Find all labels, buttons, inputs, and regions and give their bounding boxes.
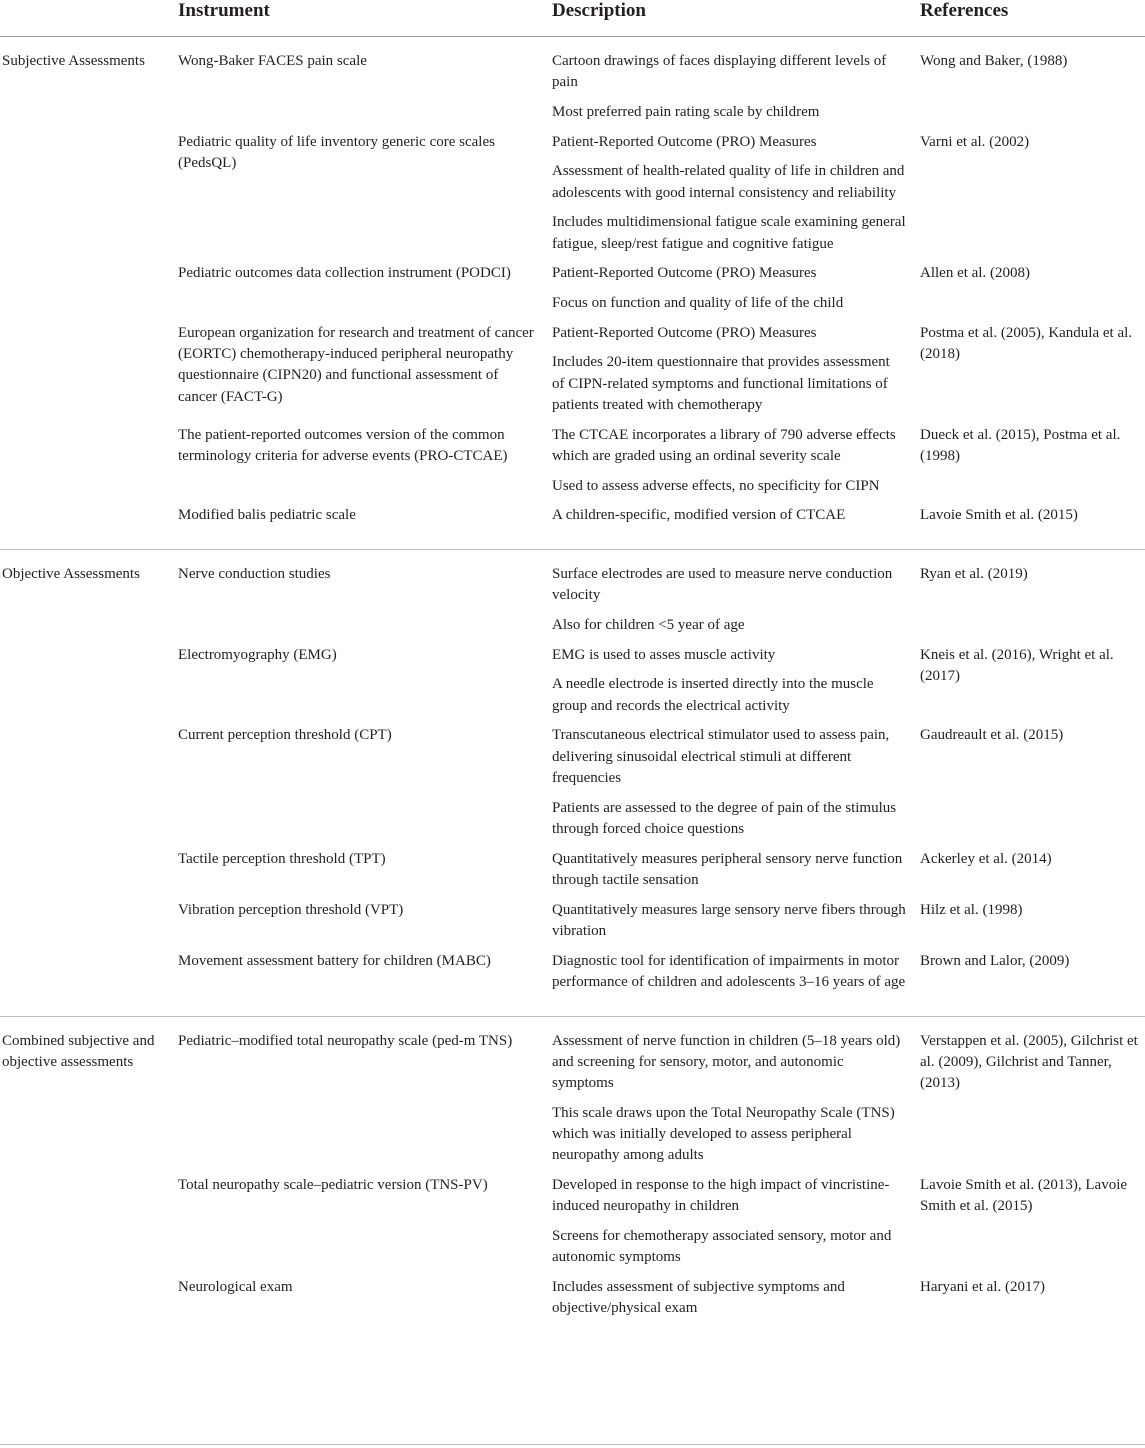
instrument-cell: Total neuropathy scale–pediatric version (TNS-PV) [178, 1177, 488, 1194]
references-cell: Lavoie Smith et al. (2013), Lavoie Smith et al. (2015) [920, 1177, 1128, 1215]
group-gap [0, 37, 1145, 52]
instrument-cell: Vibration perception threshold (VPT) [178, 901, 404, 918]
category-cell [0, 951, 178, 1002]
table-row [0, 1031, 1145, 1176]
instrument-cell: The patient-reported outcomes version of the common terminology criteria for adverse events (PRO-CTCAE) [178, 426, 508, 464]
references-cell: Haryani et al. (2017) [920, 1279, 1045, 1296]
description-line: Cartoon drawings of faces displaying different levels of pain [552, 53, 887, 91]
description-line: A children-specific, modified version of CTCAE [552, 507, 846, 524]
references-cell: Postma et al. (2005), Kandula et al. (2018) [920, 324, 1133, 362]
category-cell [0, 323, 178, 425]
category-cell [0, 849, 178, 900]
description-line: Assessment of health-related quality of life in children and adolescents with good internal consistency and reliability [552, 163, 905, 201]
description-cell [552, 900, 920, 951]
description-line: Includes assessment of subjective symptoms and objective/physical exam [552, 1279, 845, 1317]
category-cell [0, 1175, 178, 1277]
description-cell [552, 1031, 920, 1176]
table-row [0, 425, 1145, 506]
table-row [0, 900, 1145, 951]
bottom-rule [0, 1444, 1145, 1445]
description-line: Surface electrodes are used to measure nerve conduction velocity [552, 566, 893, 604]
description-cell [552, 263, 920, 322]
description-cell [552, 323, 920, 425]
description-line: Patient-Reported Outcome (PRO) Measures [552, 324, 817, 341]
references-cell: Ackerley et al. (2014) [920, 850, 1052, 867]
category-cell [0, 725, 178, 848]
description-cell [552, 725, 920, 848]
table-row [0, 725, 1145, 848]
category-cell [0, 263, 178, 322]
table-row [0, 849, 1145, 900]
group-separator [0, 535, 1145, 550]
description-line: This scale draws upon the Total Neuropathy Scale (TNS) which was initially developed to assess peripheral neuropathy among adults [552, 1104, 895, 1164]
description-cell [552, 425, 920, 506]
table-row [0, 1277, 1145, 1328]
description-cell [552, 849, 920, 900]
description-line: Assessment of nerve function in children (5–18 years old) and screening for sensory, motor, and autonomic symptoms [552, 1032, 901, 1092]
header-references: References [920, 0, 1009, 21]
instrument-cell: Pediatric outcomes data collection instrument (PODCI) [178, 265, 511, 282]
description-line: Transcutaneous electrical stimulator used to assess pain, delivering sinusoidal electrical stimuli at different frequencies [552, 727, 890, 786]
references-cell: Kneis et al. (2016), Wright et al. (2017) [920, 646, 1114, 684]
references-cell: Dueck et al. (2015), Postma et al. (1998) [920, 426, 1121, 464]
instrument-cell: European organization for research and treatment of cancer (EORTC) chemotherapy-induced peripheral neuropathy questionnaire (CIPN20) and functional assessment of cancer (FACT-G) [178, 324, 534, 405]
references-cell: Wong and Baker, (1988) [920, 53, 1068, 69]
references-cell: Hilz et al. (1998) [920, 901, 1023, 918]
instrument-cell: Tactile perception threshold (TPT) [178, 850, 386, 867]
header-category [0, 0, 178, 37]
description-cell [552, 505, 920, 535]
references-cell: Gaudreault et al. (2015) [920, 727, 1064, 744]
instrument-cell: Nerve conduction studies [178, 566, 331, 583]
description-line: Also for children <5 year of age [552, 617, 745, 634]
references-cell: Varni et al. (2002) [920, 133, 1030, 150]
group-separator [0, 1002, 1145, 1017]
group-gap [0, 1016, 1145, 1031]
description-line: Includes multidimensional fatigue scale examining general fatigue, sleep/rest fatigue and cognitive fatigue [552, 214, 906, 252]
instrument-cell: Movement assessment battery for children (MABC) [178, 952, 491, 969]
description-line: A needle electrode is inserted directly into the muscle group and records the electrical activity [552, 676, 874, 714]
category-cell [0, 1277, 178, 1328]
description-line: Screens for chemotherapy associated sensory, motor and autonomic symptoms [552, 1228, 892, 1266]
group-separator [0, 1328, 1145, 1342]
description-line: Quantitatively measures peripheral sensory nerve function through tactile sensation [552, 850, 903, 888]
description-line: Patient-Reported Outcome (PRO) Measures [552, 265, 817, 282]
references-cell: Allen et al. (2008) [920, 265, 1030, 282]
description-cell [552, 645, 920, 726]
table-row [0, 263, 1145, 322]
table-row [0, 645, 1145, 726]
table-row [0, 1175, 1145, 1277]
description-line: Patients are assessed to the degree of pain of the stimulus through forced choice questions [552, 799, 897, 837]
description-line: Patient-Reported Outcome (PRO) Measures [552, 133, 817, 150]
instrument-cell: Electromyography (EMG) [178, 646, 337, 663]
description-cell [552, 1277, 920, 1328]
category-cell [0, 425, 178, 506]
description-line: Most preferred pain rating scale by childrem [552, 103, 820, 120]
instrument-cell: Current perception threshold (CPT) [178, 727, 392, 744]
description-line: Quantitatively measures large sensory nerve fibers through vibration [552, 901, 906, 939]
category-cell [0, 900, 178, 951]
category-cell: Objective Assessments [2, 566, 140, 583]
description-line: Developed in response to the high impact of vincristine-induced neuropathy in children [552, 1177, 890, 1215]
category-cell [0, 132, 178, 264]
references-cell: Ryan et al. (2019) [920, 566, 1028, 583]
description-cell [552, 132, 920, 264]
header-description: Description [552, 0, 646, 21]
instrument-cell: Neurological exam [178, 1279, 293, 1296]
description-line: Diagnostic tool for identification of impairments in motor performance of children and adolescents 3–16 years of age [552, 952, 906, 990]
table-row [0, 51, 1145, 132]
description-line: Used to assess adverse effects, no specificity for CIPN [552, 477, 880, 494]
instrument-cell: Modified balis pediatric scale [178, 507, 356, 524]
table-body [0, 37, 1145, 1343]
description-cell [552, 1175, 920, 1277]
references-cell: Verstappen et al. (2005), Gilchrist et al. (2009), Gilchrist and Tanner, (2013) [920, 1032, 1138, 1092]
category-cell: Combined subjective and objective assessments [2, 1032, 155, 1070]
description-line: Includes 20-item questionnaire that provides assessment of CIPN-related symptoms and functional limitations of patients treated with chemotherapy [552, 354, 890, 413]
description-line: The CTCAE incorporates a library of 790 adverse effects which are graded using an ordinal severity scale [552, 426, 896, 464]
description-cell [552, 951, 920, 1002]
instrument-cell: Pediatric quality of life inventory generic core scales (PedsQL) [178, 133, 495, 171]
table-row [0, 132, 1145, 264]
category-cell [0, 505, 178, 535]
description-line: Focus on function and quality of life of the child [552, 295, 844, 312]
description-line: EMG is used to asses muscle activity [552, 646, 776, 663]
instrument-cell: Pediatric–modified total neuropathy scale (ped-m TNS) [178, 1032, 513, 1049]
table-row [0, 951, 1145, 1002]
category-cell [0, 645, 178, 726]
table-row [0, 564, 1145, 645]
group-gap [0, 550, 1145, 565]
description-cell [552, 51, 920, 132]
table-row [0, 323, 1145, 425]
header-instrument: Instrument [178, 0, 270, 21]
description-cell [552, 564, 920, 645]
table-row [0, 505, 1145, 535]
table-header [0, 0, 1145, 37]
category-cell: Subjective Assessments [2, 53, 145, 69]
references-cell: Lavoie Smith et al. (2015) [920, 507, 1078, 524]
references-cell: Brown and Lalor, (2009) [920, 952, 1070, 969]
instrument-cell: Wong-Baker FACES pain scale [178, 53, 367, 69]
